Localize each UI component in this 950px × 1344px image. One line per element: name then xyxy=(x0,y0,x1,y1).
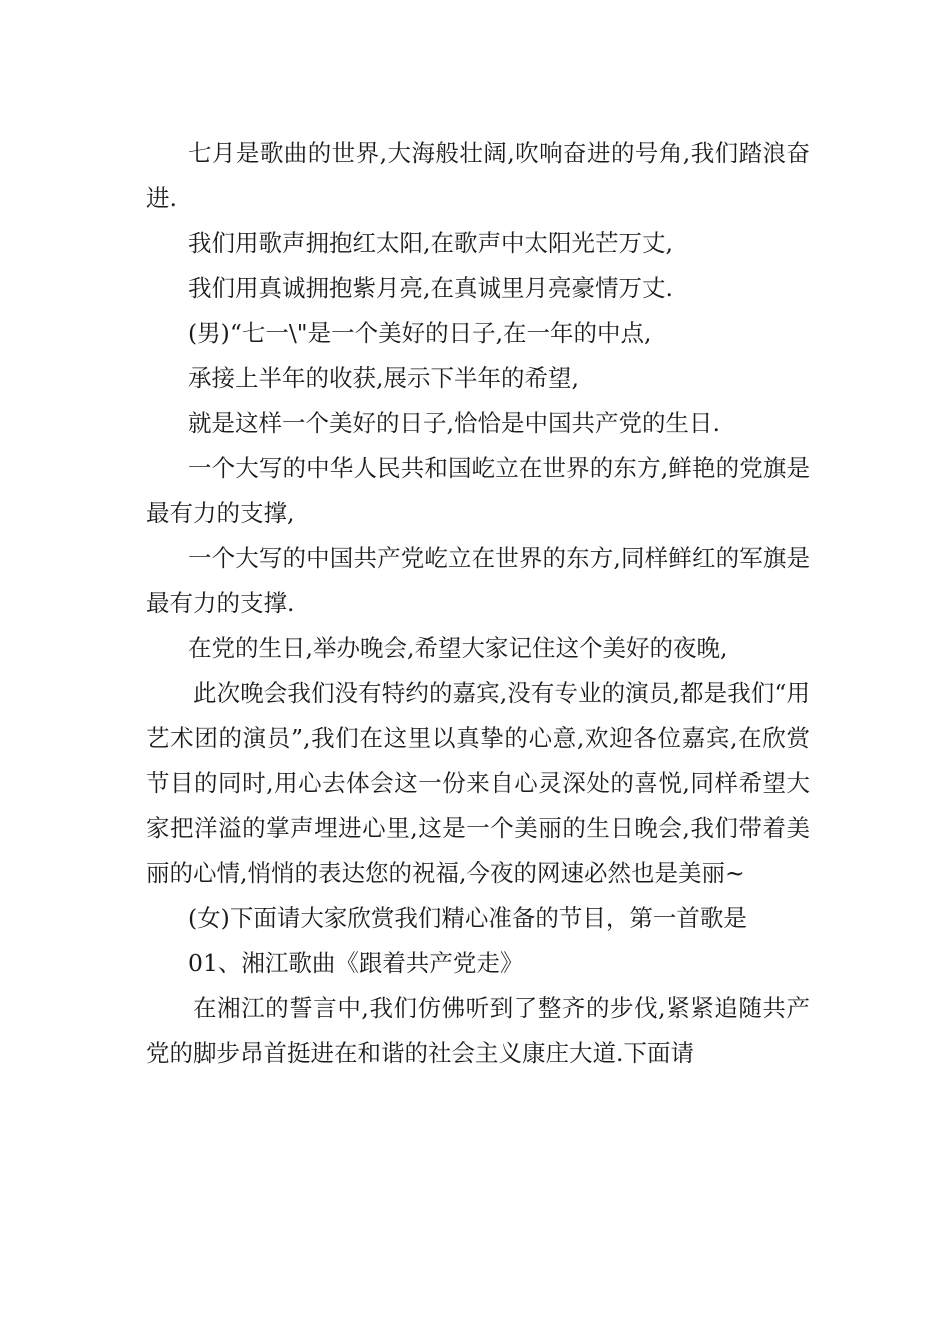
paragraph-intro-july: 七月是歌曲的世界,大海般壮阔,吹响奋进的号角,我们踏浪奋进. xyxy=(146,139,810,212)
paragraph-female-program: (女)下面请大家欣赏我们精心准备的节目，第一首歌是 xyxy=(188,904,747,932)
paragraph-party-birthday: 就是这样一个美好的日子,恰恰是中国共产党的生日. xyxy=(188,409,720,437)
document-body xyxy=(146,131,810,1076)
paragraph-sincerity-moon: 我们用真诚拥抱紫月亮,在真诚里月亮豪情万丈. xyxy=(188,274,673,302)
paragraph-song-sun: 我们用歌声拥抱红太阳,在歌声中太阳光芒万丈, xyxy=(188,229,673,257)
paragraph-song-title: 01、湘江歌曲《跟着共产党走》 xyxy=(188,949,524,977)
paragraph-no-guests: 此次晚会我们没有特约的嘉宾,没有专业的演员,都是我们“用艺术团的演员”,我们在这里以真挚的心意,欢迎各位嘉宾,在欣赏节目的同时,用心去体会这一份来自心灵深处的喜悦,同样希望大家把洋溢的掌声埋进心里,这是一个美丽的生日晚会,我们带着美丽的心情,悄悄的表达您的祝福,今夜的网速必然也是美丽~ xyxy=(146,679,810,887)
paragraph-cpc-army-flag: 一个大写的中国共产党屹立在世界的东方,同样鲜红的军旗是最有力的支撑. xyxy=(146,544,810,617)
paragraph-prc-flag: 一个大写的中华人民共和国屹立在世界的东方,鲜艳的党旗是最有力的支撑, xyxy=(146,454,810,527)
paragraph-half-year: 承接上半年的收获,展示下半年的希望, xyxy=(188,364,579,392)
paragraph-evening-gala: 在党的生日,举办晚会,希望大家记住这个美好的夜晚, xyxy=(188,634,728,662)
paragraph-xiangjiang-oath: 在湘江的誓言中,我们仿佛听到了整齐的步伐,紧紧追随共产党的脚步昂首挺进在和谐的社会主义康庄大道.下面请 xyxy=(146,994,810,1067)
paragraph-male-july-first: (男)“七一\"是一个美好的日子,在一年的中点, xyxy=(188,319,652,347)
